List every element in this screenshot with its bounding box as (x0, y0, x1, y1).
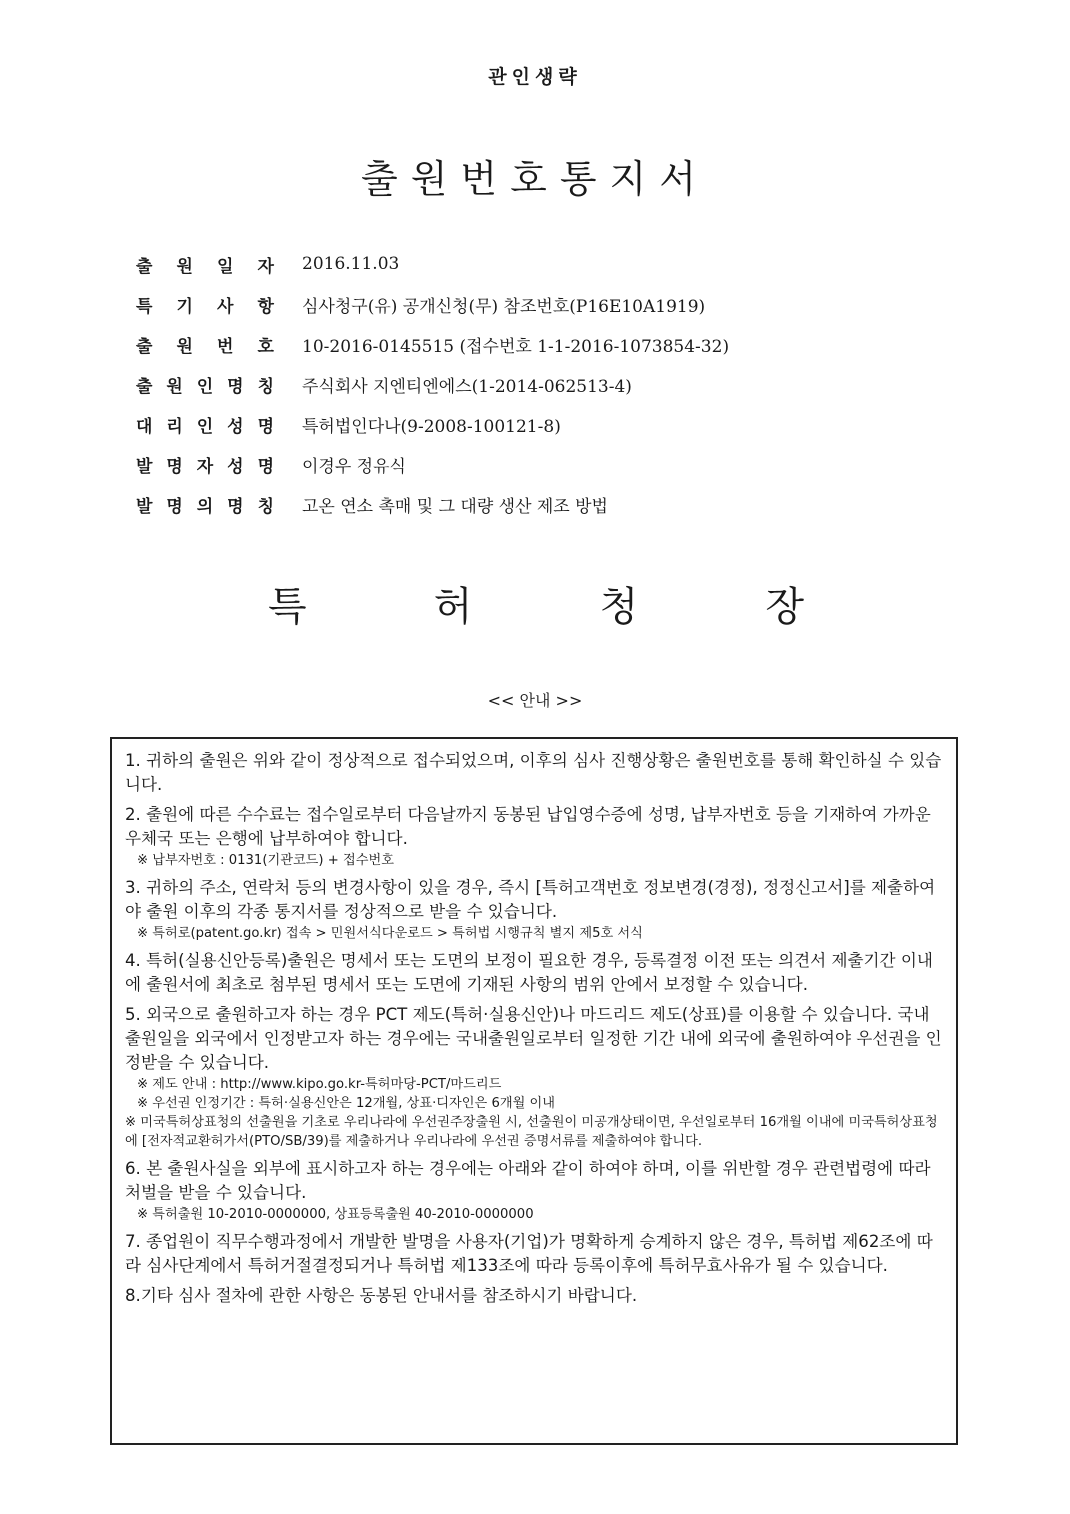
issuer-char: 허 (433, 584, 473, 630)
notice-item (125, 1284, 944, 1308)
seal-omitted-note: 관인생략 (488, 66, 582, 88)
field-row (136, 364, 956, 404)
field-value: 심사청구(유) 공개신청(무) 참조번호(P16E10A1919) (302, 296, 706, 317)
issuer-char: 특 (268, 584, 307, 630)
field-label: 발 명 자 성 명 (136, 456, 274, 477)
notice-sub-note: ※ 특허로(patent.go.kr) 접속 > 민원서식다운로드 > 특허법 시행규칙 별지 제5호 서식 (137, 926, 643, 941)
field-label: 발 명 의 명 칭 (136, 496, 274, 517)
issuer-char: 청 (599, 584, 639, 630)
notice-item (125, 876, 944, 943)
field-row (136, 244, 956, 284)
issuer-title (268, 575, 804, 632)
notice-item (125, 949, 944, 997)
notice-item (125, 1157, 944, 1224)
notice-sub-note: ※ 미국특허상표청의 선출원을 기초로 우리나라에 우선권주장출원 시, 선출원이 미공개상태이면, 우선일로부터 16개월 이내에 미국특허상표청에 [전자적교환허가서(PTO/SB/39)를 제출하거나 우리나라에 우선권 증명서류를 제출하여야 합니다. (125, 1115, 938, 1149)
notice-item-text: 2. 출원에 따른 수수료는 접수일로부터 다음날까지 동봉된 납입영수증에 성명, 납부자번호 등을 기재하여 가까운 우체국 또는 은행에 납부하여야 합니다. (125, 805, 931, 848)
notice-item (125, 749, 944, 797)
notice-item-text: 7. 종업원이 직무수행과정에서 개발한 발명을 사용자(기업)가 명확하게 승계하지 않은 경우, 특허법 제62조에 따라 심사단계에서 특허거절결정되거나 특허법 제133조에 따라 등록이후에 특허무효사유가 될 수 있습니다. (125, 1232, 933, 1275)
field-value: 10-2016-0145515 (접수번호 1-1-2016-1073854-32) (302, 336, 730, 357)
field-label: 출 원 번 호 (136, 336, 274, 357)
field-value: 이경우 정유식 (302, 456, 406, 477)
field-value: 2016.11.03 (302, 254, 400, 274)
notice-sub-note: ※ 특허출원 10-2010-0000000, 상표등록출원 40-2010-0000000 (137, 1207, 534, 1222)
field-label: 출 원 인 명 칭 (136, 376, 274, 397)
notice-item-text: 3. 귀하의 주소, 연락처 등의 변경사항이 있을 경우, 즉시 [특허고객번호 정보변경(경정), 정정신고서]를 제출하여야 출원 이후의 각종 통지서를 정상적으로 받을 수 있습니다. (125, 878, 936, 921)
field-label: 특 기 사 항 (136, 296, 274, 317)
notice-item-text: 1. 귀하의 출원은 위와 같이 정상적으로 접수되었으며, 이후의 심사 진행상황은 출원번호를 통해 확인하실 수 있습니다. (125, 751, 942, 794)
notice-sub-note: ※ 우선권 인정기간 : 특허·실용신안은 12개월, 상표·디자인은 6개월 이내 (137, 1096, 555, 1111)
issuer-char: 장 (765, 584, 804, 630)
guide-title: << 안내 >> (487, 691, 583, 710)
field-value: 주식회사 지엔티엔에스(1-2014-062513-4) (302, 376, 632, 397)
field-value: 특허법인다나(9-2008-100121-8) (302, 416, 561, 437)
field-label: 출 원 일 자 (136, 256, 274, 277)
notice-item (125, 1003, 944, 1151)
notice-item-text: 8.기타 심사 절차에 관한 사항은 동봉된 안내서를 참조하시기 바랍니다. (125, 1286, 638, 1305)
notice-item (125, 803, 944, 870)
notice-item (125, 1230, 944, 1278)
notice-sub-note: ※ 납부자번호 : 0131(기관코드) + 접수번호 (137, 853, 394, 868)
field-row (136, 444, 956, 484)
field-row (136, 484, 956, 524)
notice-box (110, 737, 958, 1445)
field-row (136, 404, 956, 444)
field-value: 고온 연소 촉매 및 그 대량 생산 제조 방법 (302, 496, 608, 517)
notice-item-text: 5. 외국으로 출원하고자 하는 경우 PCT 제도(특허·실용신안)나 마드리드 제도(상표)를 이용할 수 있습니다. 국내출원일을 외국에서 인정받고자 하는 경우에는 국내출원일로부터 일정한 기간 내에 외국에 출원하여야 우선권을 인정받을 수 있습니다. (125, 1005, 942, 1072)
application-fields (136, 244, 956, 524)
field-row (136, 284, 956, 324)
field-row (136, 324, 956, 364)
field-label: 대 리 인 성 명 (136, 416, 274, 437)
notice-item-text: 6. 본 출원사실을 외부에 표시하고자 하는 경우에는 아래와 같이 하여야 하며, 이를 위반할 경우 관련법령에 따라 처벌을 받을 수 있습니다. (125, 1159, 931, 1202)
document-title: 출원번호통지서 (361, 157, 709, 201)
notice-item-text: 4. 특허(실용신안등록)출원은 명세서 또는 도면의 보정이 필요한 경우, 등록결정 이전 또는 의견서 제출기간 이내에 출원서에 최초로 첨부된 명세서 또는 도면에 기재된 사항의 범위 안에서 보정할 수 있습니다. (125, 951, 933, 994)
notice-sub-note: ※ 제도 안내 : http://www.kipo.go.kr-특허마당-PCT/마드리드 (137, 1077, 502, 1092)
